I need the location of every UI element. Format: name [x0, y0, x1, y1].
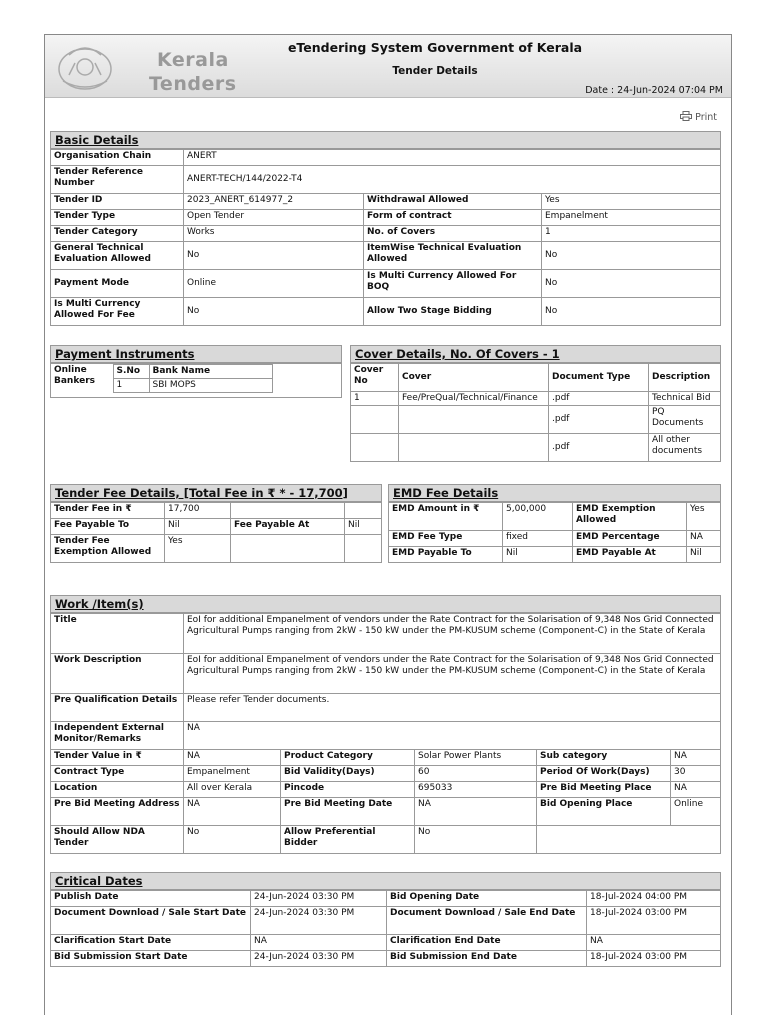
- label: EMD Fee Type: [389, 531, 503, 547]
- value: NA: [251, 935, 387, 951]
- label: ItemWise Technical Evaluation Allowed: [364, 242, 542, 270]
- value: NA: [671, 782, 721, 798]
- label: Document Download / Sale End Date: [387, 907, 587, 935]
- label: Work Description: [51, 654, 184, 694]
- label: Bid Opening Date: [387, 891, 587, 907]
- label: Allow Preferential Bidder: [281, 826, 415, 854]
- col-header: Cover No: [351, 364, 399, 392]
- label: General Technical Evaluation Allowed: [51, 242, 184, 270]
- table-row: [351, 406, 721, 434]
- emd-fee-section: [388, 484, 721, 563]
- value: fixed: [503, 531, 573, 547]
- label: Is Multi Currency Allowed For BOQ: [364, 270, 542, 298]
- bankers-table: [113, 364, 273, 393]
- value: No: [415, 826, 537, 854]
- value: No: [184, 826, 281, 854]
- value: 18-Jul-2024 03:00 PM: [587, 907, 721, 935]
- payment-instruments-heading: Payment Instruments: [50, 345, 342, 363]
- label: Bid Submission Start Date: [51, 951, 251, 967]
- header-banner: [45, 35, 731, 98]
- value: NA: [184, 798, 281, 826]
- critical-dates-section: [50, 872, 721, 967]
- value: 695033: [415, 782, 537, 798]
- label: Location: [51, 782, 184, 798]
- value: No: [184, 242, 364, 270]
- value: No: [542, 270, 721, 298]
- col-header: Cover: [399, 364, 549, 392]
- print-button[interactable]: [680, 111, 717, 123]
- label: Organisation Chain: [51, 150, 184, 166]
- value: Solar Power Plants: [415, 750, 537, 766]
- label: EMD Payable To: [389, 547, 503, 563]
- label: Tender Category: [51, 226, 184, 242]
- value: 30: [671, 766, 721, 782]
- online-bankers-label: Online Bankers: [51, 364, 109, 398]
- label: Tender Type: [51, 210, 184, 226]
- label: Tender Fee in ₹: [51, 503, 165, 519]
- value: Open Tender: [184, 210, 364, 226]
- value: 18-Jul-2024 04:00 PM: [587, 891, 721, 907]
- work-items-section: [50, 595, 721, 854]
- value: 24-Jun-2024 03:30 PM: [251, 891, 387, 907]
- label: Fee Payable To: [51, 519, 165, 535]
- emd-fee-table: [388, 502, 721, 563]
- value: 17,700: [165, 503, 231, 519]
- cell: [399, 406, 549, 434]
- cell: All other documents: [649, 434, 721, 462]
- label: EMD Payable At: [573, 547, 687, 563]
- value: NA: [415, 798, 537, 826]
- value: Online: [671, 798, 721, 826]
- label: Clarification Start Date: [51, 935, 251, 951]
- printer-icon: [680, 111, 692, 121]
- value: Nil: [345, 519, 382, 535]
- work-items-table: [50, 613, 721, 854]
- label: Bid Validity(Days): [281, 766, 415, 782]
- label: Contract Type: [51, 766, 184, 782]
- value: 18-Jul-2024 03:00 PM: [587, 951, 721, 967]
- label: Bid Submission End Date: [387, 951, 587, 967]
- value: NA: [184, 722, 721, 750]
- label: Tender ID: [51, 194, 184, 210]
- bank-name: SBI MOPS: [149, 379, 272, 393]
- basic-details-heading: Basic Details: [50, 131, 721, 149]
- work-items-heading: Work /Item(s): [50, 595, 721, 613]
- label: Independent External Monitor/Remarks: [51, 722, 184, 750]
- critical-dates-heading: Critical Dates: [50, 872, 721, 890]
- date-stamp: Date : 24-Jun-2024 07:04 PM: [585, 85, 723, 96]
- label: Tender Value in ₹: [51, 750, 184, 766]
- tender-fee-table: [50, 502, 382, 563]
- table-row: [351, 392, 721, 406]
- label: Clarification End Date: [387, 935, 587, 951]
- label: Pre Qualification Details: [51, 694, 184, 722]
- cell: [399, 434, 549, 462]
- cell: .pdf: [549, 406, 649, 434]
- value: EoI for additional Empanelment of vendors under the Rate Contract for the Solarisation of 9,348 Nos Grid Connected Agricultural Pumps ranging from 2kW - 150 kW under the PM-KUSUM scheme (Component-C) in the State of Kerala: [184, 614, 721, 654]
- value: Nil: [503, 547, 573, 563]
- brand-kerala: Kerala: [157, 49, 229, 71]
- label: EMD Percentage: [573, 531, 687, 547]
- value: Nil: [687, 547, 721, 563]
- cover-details-heading: Cover Details, No. Of Covers - 1: [350, 345, 721, 363]
- value: NA: [687, 531, 721, 547]
- value: NA: [671, 750, 721, 766]
- label: Allow Two Stage Bidding: [364, 298, 542, 326]
- cell: .pdf: [549, 434, 649, 462]
- label: Document Download / Sale Start Date: [51, 907, 251, 935]
- value: No: [542, 242, 721, 270]
- sno-header: S.No: [113, 365, 149, 379]
- value: 60: [415, 766, 537, 782]
- label: Sub category: [537, 750, 671, 766]
- value: All over Kerala: [184, 782, 281, 798]
- value: Empanelment: [542, 210, 721, 226]
- cell: 1: [351, 392, 399, 406]
- label: Should Allow NDA Tender: [51, 826, 184, 854]
- label: Pincode: [281, 782, 415, 798]
- label: EMD Amount in ₹: [389, 503, 503, 531]
- cell: Fee/PreQual/Technical/Finance: [399, 392, 549, 406]
- kerala-emblem-icon: [55, 41, 115, 93]
- value: NA: [587, 935, 721, 951]
- label: Pre Bid Meeting Date: [281, 798, 415, 826]
- value: 1: [542, 226, 721, 242]
- cover-details-section: [350, 345, 721, 462]
- label: No. of Covers: [364, 226, 542, 242]
- value: Yes: [165, 535, 231, 563]
- payment-instruments-section: [50, 345, 342, 398]
- tender-fee-heading: Tender Fee Details, [Total Fee in ₹ * - 17,700]: [50, 484, 382, 502]
- bank-sno: 1: [113, 379, 149, 393]
- table-row: [351, 434, 721, 462]
- value: Yes: [542, 194, 721, 210]
- label: Pre Bid Meeting Address: [51, 798, 184, 826]
- label: Publish Date: [51, 891, 251, 907]
- label: Bid Opening Place: [537, 798, 671, 826]
- label: Tender Reference Number: [51, 166, 184, 194]
- label: Fee Payable At: [231, 519, 345, 535]
- label: Pre Bid Meeting Place: [537, 782, 671, 798]
- value: 5,00,000: [503, 503, 573, 531]
- basic-details-table: [50, 149, 721, 326]
- label: Form of contract: [364, 210, 542, 226]
- cell: PQ Documents: [649, 406, 721, 434]
- cell: [351, 434, 399, 462]
- value: ANERT: [184, 150, 721, 166]
- basic-details-section: [50, 131, 721, 326]
- value: Empanelment: [184, 766, 281, 782]
- cell: [351, 406, 399, 434]
- critical-dates-table: [50, 890, 721, 967]
- cover-details-table: [350, 363, 721, 462]
- col-header: Document Type: [549, 364, 649, 392]
- label: EMD Exemption Allowed: [573, 503, 687, 531]
- value: ANERT-TECH/144/2022-T4: [184, 166, 721, 194]
- payment-instruments-table: [50, 363, 342, 398]
- value: 24-Jun-2024 03:30 PM: [251, 907, 387, 935]
- emd-fee-heading: EMD Fee Details: [388, 484, 721, 502]
- cell: .pdf: [549, 392, 649, 406]
- tender-fee-section: [50, 484, 382, 563]
- label: Tender Fee Exemption Allowed: [51, 535, 165, 563]
- label: Payment Mode: [51, 270, 184, 298]
- print-label: Print: [695, 112, 717, 123]
- bank-name-header: Bank Name: [149, 365, 272, 379]
- value: Please refer Tender documents.: [184, 694, 721, 722]
- col-header: Description: [649, 364, 721, 392]
- value: 24-Jun-2024 03:30 PM: [251, 951, 387, 967]
- label: Title: [51, 614, 184, 654]
- value: Online: [184, 270, 364, 298]
- label: Withdrawal Allowed: [364, 194, 542, 210]
- value: 2023_ANERT_614977_2: [184, 194, 364, 210]
- page-title: Tender Details: [392, 65, 478, 77]
- value: No: [184, 298, 364, 326]
- system-title: eTendering System Government of Kerala: [287, 40, 583, 55]
- value: EoI for additional Empanelment of vendors under the Rate Contract for the Solarisation of 9,348 Nos Grid Connected Agricultural Pumps ranging from 2kW - 150 kW under the PM-KUSUM scheme (Component-C) in the State of Kerala: [184, 654, 721, 694]
- value: No: [542, 298, 721, 326]
- value: Yes: [687, 503, 721, 531]
- value: Nil: [165, 519, 231, 535]
- brand-tenders: Tenders: [149, 73, 237, 95]
- value: NA: [184, 750, 281, 766]
- cell: Technical Bid: [649, 392, 721, 406]
- label: Is Multi Currency Allowed For Fee: [51, 298, 184, 326]
- value: Works: [184, 226, 364, 242]
- label: Period Of Work(Days): [537, 766, 671, 782]
- label: Product Category: [281, 750, 415, 766]
